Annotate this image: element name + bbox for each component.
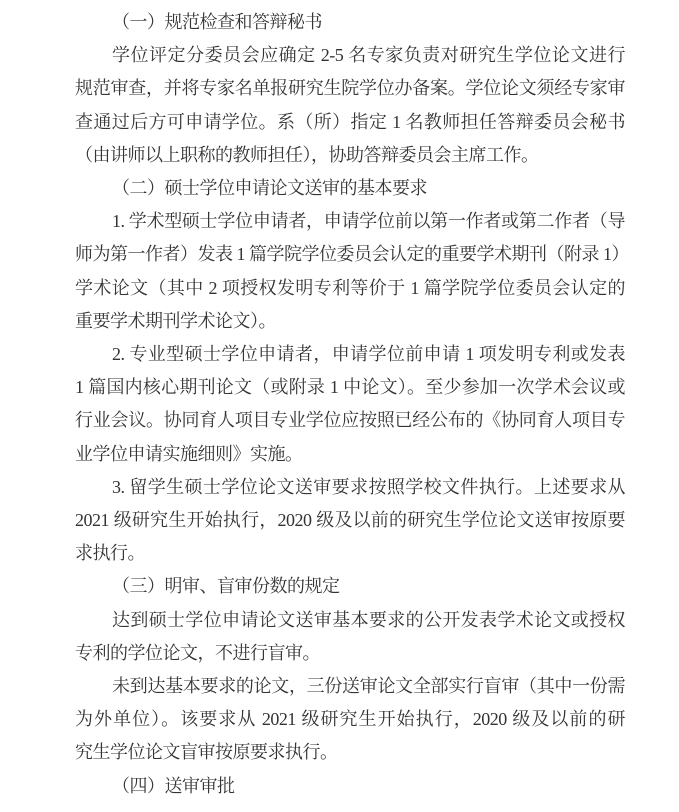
paragraph [75, 338, 625, 471]
text-line: 查通过后方可申请学位。系（所）指定 1 名教师担任答辩委员会秘书 [75, 111, 625, 132]
text-line: （由讲师以上职称的教师担任），协助答辩委员会主席工作。 [75, 144, 539, 165]
paragraph [75, 471, 625, 571]
text-line: 3. 留学生硕士学位论文送审要求按照学校文件执行。上述要求从 [112, 476, 625, 497]
text-line: （一）规范检查和答辩秘书 [112, 12, 322, 32]
text-line: 为外单位）。该要求从 2021 级研究生开始执行，2020 级及以前的研 [75, 709, 625, 730]
text-line: 2. 专业型硕士学位申请者，申请学位前申请 1 项发明专利或发表 [112, 344, 625, 365]
text-line: 未到达基本要求的论文，三份送审论文全部实行盲审（其中一份需 [112, 676, 625, 697]
text-line: 2021 级研究生开始执行，2020 级及以前的研究生学位论文送审按原要 [75, 510, 625, 531]
text-line: （二）硕士学位申请论文送审的基本要求 [112, 178, 427, 199]
text-line: 究生学位论文盲审按原要求执行。 [75, 742, 338, 763]
text-line: 学位评定分委员会应确定 2-5 名专家负责对研究生学位论文进行 [112, 45, 625, 66]
text-line: 规范审查，并将专家名单报研究生院学位办备案。学位论文须经专家审 [75, 78, 625, 99]
text-line: 重要学术期刊学术论文）。 [75, 310, 276, 331]
text-line: （三）明审、盲审份数的规定 [112, 576, 340, 597]
document-body [75, 6, 629, 803]
text-line: 行业会议。协同育人项目专业学位应按照已经公布的《协同育人项目专 [75, 410, 625, 431]
text-line: （四）送审审批 [112, 775, 235, 796]
text-line: 1. 学术型硕士学位申请者，申请学位前以第一作者或第二作者（导 [112, 211, 625, 232]
paragraph [75, 604, 625, 670]
text-line: 达到硕士学位申请论文送审基本要求的公开发表学术论文或授权 [112, 609, 625, 630]
text-line: 求执行。 [75, 543, 145, 564]
section-heading [75, 570, 625, 603]
section-heading [75, 172, 625, 205]
paragraph [75, 205, 629, 338]
text-line: 师为第一作者）发表 1 篇学院学位委员会认定的重要学术期刊（附录 1） [75, 244, 629, 265]
text-line: 学术论文（其中 2 项授权发明专利等价于 1 篇学院学位委员会认定的 [75, 277, 625, 298]
section-heading [75, 6, 625, 39]
text-line: 专利的学位论文，不进行盲审。 [75, 642, 320, 663]
text-line: 1 篇国内核心期刊论文（或附录 1 中论文）。至少参加一次学术会议或 [75, 377, 625, 398]
section-heading [75, 770, 625, 803]
text-line: 业学位申请实施细则》实施。 [75, 443, 303, 464]
paragraph [75, 670, 625, 770]
paragraph [75, 39, 625, 172]
